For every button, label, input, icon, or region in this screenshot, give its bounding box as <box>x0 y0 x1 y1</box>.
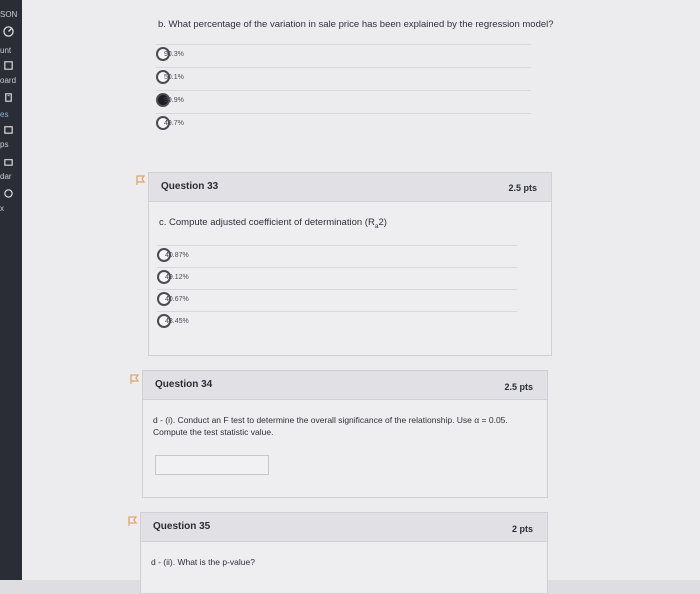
question-text-main: c. Compute adjusted coefficient of determination (R <box>159 217 375 228</box>
option-label: 99.9% <box>164 96 184 104</box>
quiz-content <box>22 0 700 580</box>
courses-icon[interactable] <box>3 60 14 71</box>
question-points: 2 pts <box>511 524 533 534</box>
option-label: 49.12% <box>165 273 189 281</box>
question-32-text: b. What percentage of the variation in sale price has been explained by the regression model? <box>158 19 554 30</box>
question-text <box>159 217 387 230</box>
answer-option[interactable] <box>157 245 517 264</box>
nav-account-text[interactable]: unt <box>0 46 12 55</box>
answer-option[interactable] <box>157 311 517 330</box>
question-text-end: 2) <box>378 217 387 228</box>
question-33-card <box>148 172 552 356</box>
question-points: 2.5 pts <box>508 183 537 193</box>
option-label: 90.3% <box>164 50 184 58</box>
nav-calendar-text[interactable]: dar <box>0 172 12 181</box>
answer-option[interactable] <box>156 67 531 86</box>
nav-groups-text[interactable]: ps <box>0 140 9 149</box>
answer-option[interactable] <box>156 113 531 132</box>
inbox-icon[interactable] <box>3 156 14 167</box>
question-text: d - (i). Conduct an F test to determine the overall significance of the relationship. Use α = 0.05. <box>153 415 508 425</box>
answer-option[interactable] <box>157 267 517 286</box>
answer-input[interactable] <box>155 455 269 475</box>
question-points: 2.5 pts <box>504 382 533 392</box>
answer-option[interactable] <box>156 90 531 109</box>
question-title: Question 33 <box>161 181 219 192</box>
flag-question-icon[interactable] <box>136 175 145 186</box>
nav-dashboard-text[interactable]: oard <box>0 76 17 85</box>
question-header <box>141 513 547 542</box>
question-title: Question 34 <box>155 379 213 390</box>
flag-question-icon[interactable] <box>128 516 137 527</box>
question-text-line2: Compute the test statistic value. <box>153 427 274 437</box>
nav-courses-text[interactable]: es <box>0 110 9 119</box>
question-text: d - (ii). What is the p-value? <box>151 557 255 567</box>
question-title: Question 35 <box>153 521 211 532</box>
answer-option[interactable] <box>157 289 517 308</box>
option-label: 40.67% <box>165 295 189 303</box>
nav-account-label[interactable]: SON <box>0 10 18 19</box>
nav-inbox-text[interactable]: x <box>0 204 4 213</box>
question-34-card <box>142 370 548 498</box>
global-navigation <box>0 0 22 580</box>
question-text-sub: a <box>374 222 379 230</box>
question-35-card <box>140 512 548 594</box>
question-header <box>149 173 551 202</box>
flag-question-icon[interactable] <box>130 374 139 385</box>
groups-icon[interactable] <box>3 92 14 103</box>
option-label: 49.7% <box>164 119 184 127</box>
history-icon[interactable] <box>3 188 14 199</box>
dashboard-icon[interactable] <box>3 26 14 37</box>
option-label: 48.45% <box>165 317 189 325</box>
calendar-icon[interactable] <box>3 124 14 135</box>
answer-option[interactable] <box>156 44 531 63</box>
option-label: 50.1% <box>164 73 184 81</box>
option-label: 40.87% <box>165 251 189 259</box>
question-header <box>143 371 547 400</box>
